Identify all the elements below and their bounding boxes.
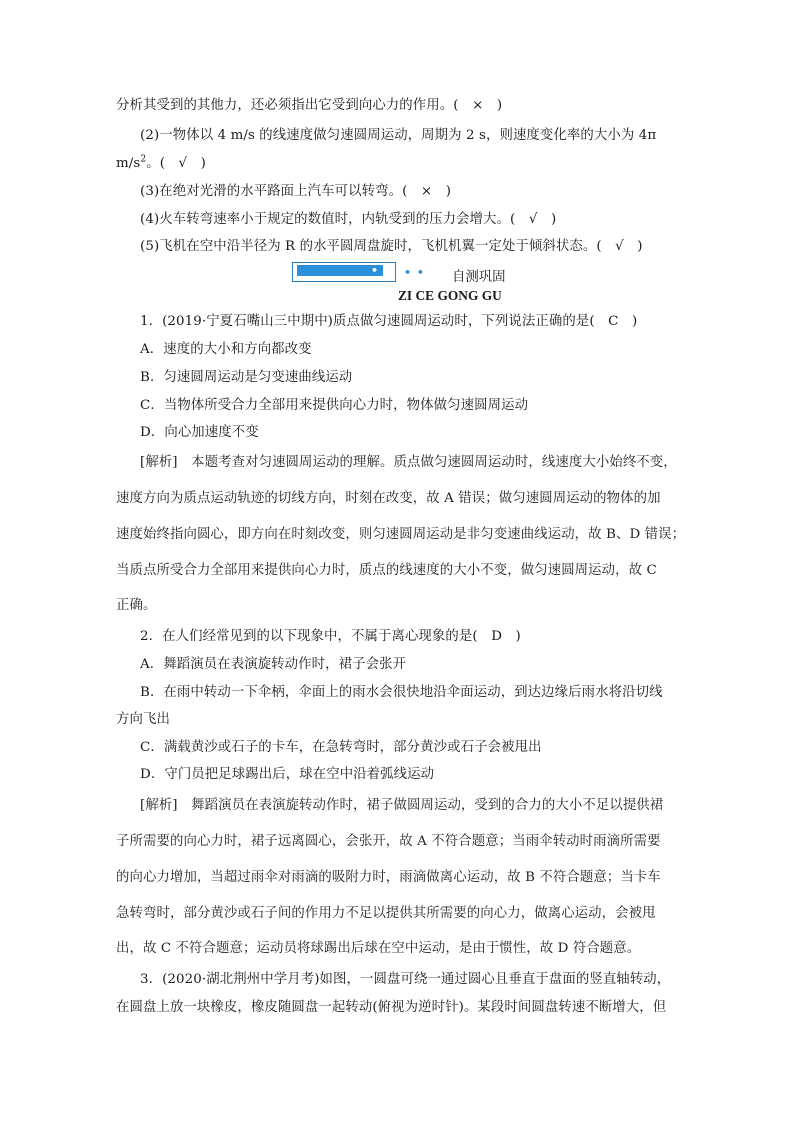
q2-explanation-line-5: 出，故 C 不符合题意；运动员将球踢出后球在空中运动，是由于惯性，故 D 符合题意。 <box>116 941 641 956</box>
q1-explanation-line-2: 速度方向为质点运动轨迹的切线方向，时刻在改变，故 A 错误；做匀速圆周运动的物体的加 <box>116 491 661 506</box>
intro-item-5: (5)飞机在空中沿半径为 R 的水平圆周盘旋时，飞机机翼一定处于倾斜状态。( √ ) <box>140 239 643 254</box>
unit-text: m/s <box>116 156 141 171</box>
banner-trail-dots-icon: • • <box>404 266 425 279</box>
q2-explanation-line-1: [解析] 舞蹈演员在表演旋转动作时，裙子做圆周运动，受到的合力的大小不足以提供裙 <box>140 798 664 813</box>
q3-stem-line-1: 3．(2020·湖北荆州中学月考)如图，一圆盘可绕一通过圆心且垂直于盘面的竖直轴转动， <box>140 972 671 987</box>
section-pinyin: ZI CE GONG GU <box>398 288 502 303</box>
q1-explanation-line-5: 正确。 <box>116 598 157 613</box>
banner-dots-icon: • • • <box>371 264 405 277</box>
intro-line-1: 分析其受到的其他力，还必须指出它受到向心力的作用。( × ) <box>116 98 503 113</box>
intro-item-2-line-2 <box>116 155 686 173</box>
q1-option-a: A．速度的大小和方向都改变 <box>140 342 312 357</box>
intro-item-3: (3)在绝对光滑的水平路面上汽车可以转弯。( × ) <box>140 184 452 199</box>
intro-item-2-line-1: (2)一物体以 4 m/s 的线速度做匀速圆周运动，周期为 2 s，则速度变化率的大小为 4π <box>140 128 657 143</box>
q2-option-c: C．满载黄沙或石子的卡车，在急转弯时，部分黄沙或石子会被甩出 <box>140 740 542 755</box>
intro-item-4: (4)火车转弯速率小于规定的数值时，内轨受到的压力会增大。( √ ) <box>140 212 557 227</box>
q2-option-a: A．舞蹈演员在表演旋转动作时，裙子会张开 <box>140 657 407 672</box>
unit-exponent: 2 <box>140 154 147 165</box>
q2-stem: 2．在人们经常见到的以下现象中，不属于离心现象的是( D ) <box>140 629 521 644</box>
q1-stem: 1．(2019·宁夏石嘴山三中期中)质点做匀速圆周运动时，下列说法正确的是( C ) <box>140 314 638 329</box>
q1-option-c: C．当物体所受合力全部用来提供向心力时，物体做匀速圆周运动 <box>140 398 529 413</box>
q2-explanation-line-4: 急转弯时，部分黄沙或石子间的作用力不足以提供其所需要的向心力，做离心运动，会被甩 <box>116 906 656 921</box>
q3-stem-line-2: 在圆盘上放一块橡皮，橡皮随圆盘一起转动(俯视为逆时针)。某段时间圆盘转速不断增大，但 <box>116 1000 667 1015</box>
q2-explanation-line-3: 的向心力增加，当超过雨伞对雨滴的吸附力时，雨滴做离心运动，故 B 不符合题意；当卡车 <box>116 870 661 885</box>
q1-explanation-line-3: 速度始终指向圆心，即方向在时刻改变，则匀速圆周运动是非匀变速曲线运动，故 B、D 错误； <box>116 527 686 542</box>
q1-option-b: B．匀速圆周运动是匀变速曲线运动 <box>140 370 353 385</box>
q2-option-b-line-1: B．在雨中转动一下伞柄，伞面上的雨水会很快地沿伞面运动，到达边缘后雨水将沿切线 <box>140 685 663 700</box>
answer-mark: 。( √ ) <box>146 156 206 171</box>
q1-explanation-line-4: 当质点所受合力全部用来提供向心力时，质点的线速度的大小不变，做匀速圆周运动，故 C <box>116 563 657 578</box>
q2-explanation-line-2: 子所需要的向心力时，裙子远离圆心，会张开，故 A 不符合题意；当雨伞转动时雨滴所需要 <box>116 834 661 849</box>
q1-explanation-line-1: [解析] 本题考查对匀速圆周运动的理解。质点做匀速圆周运动时，线速度大小始终不变， <box>140 455 677 470</box>
q2-option-b-line-2: 方向飞出 <box>116 712 170 727</box>
q1-option-d: D．向心加速度不变 <box>140 425 259 440</box>
section-title: 自测巩固 <box>452 270 506 285</box>
q2-option-d: D．守门员把足球踢出后，球在空中沿着弧线运动 <box>140 767 435 782</box>
